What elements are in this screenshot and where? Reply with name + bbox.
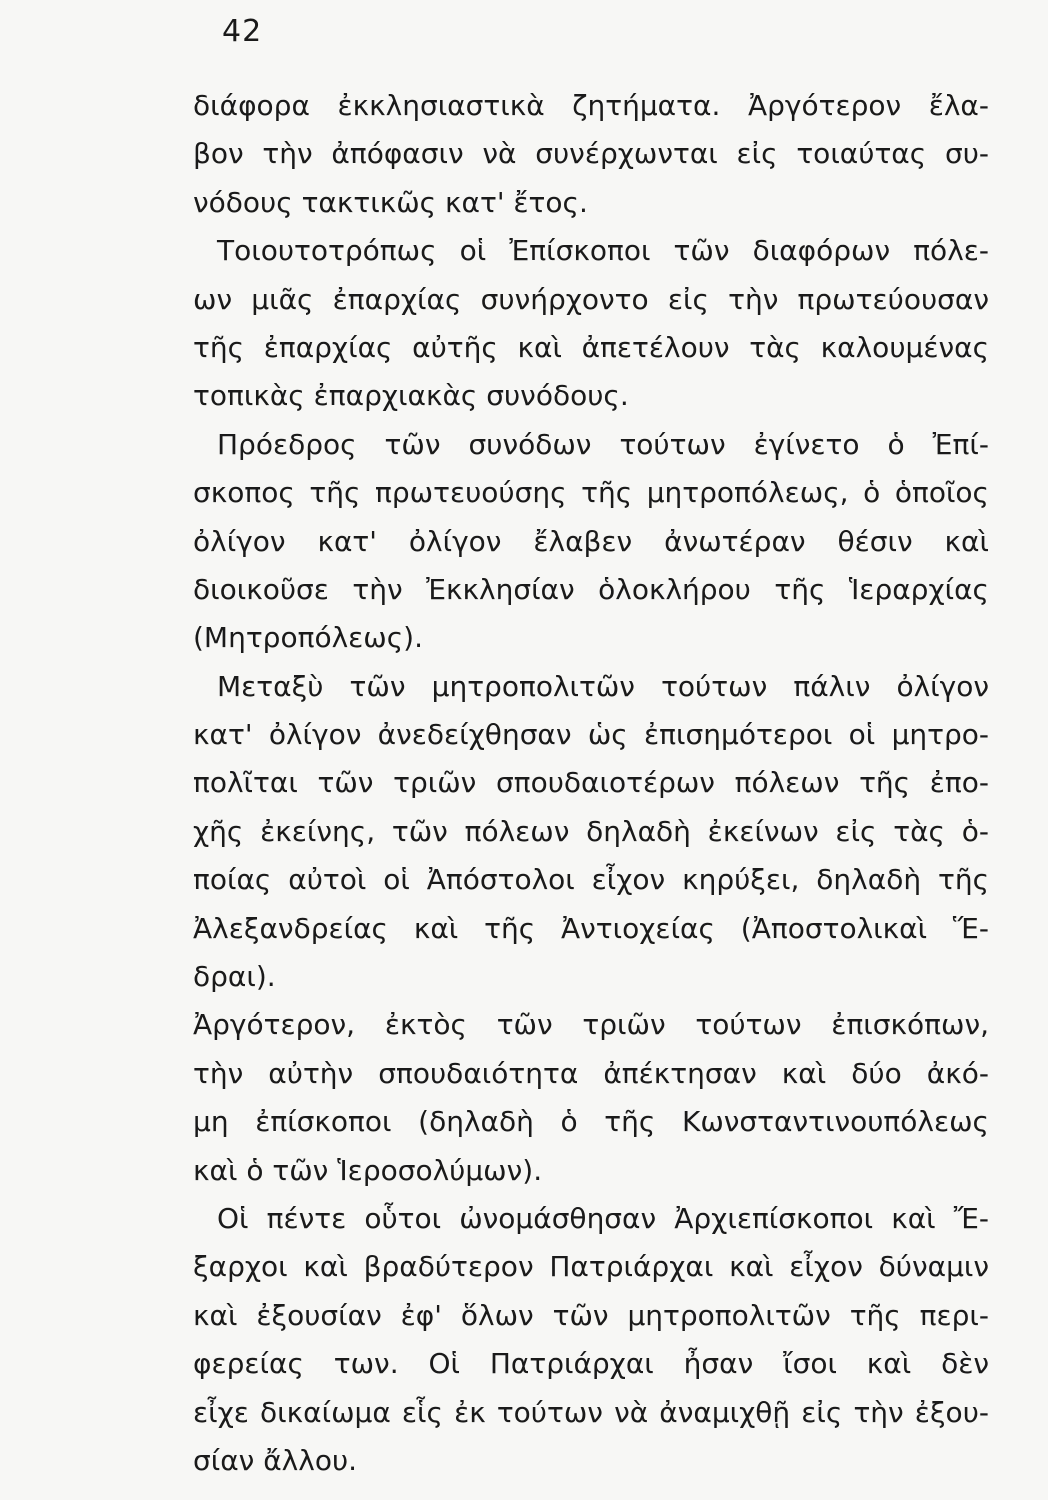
text-line: ων μιᾶς ἐπαρχίας συνήρχοντο εἰς τὴν πρωτεύουσαν [193,282,989,316]
text-line: (Μητροπόλεως). [193,621,423,655]
text-line: διάφορα ἐκκλησιαστικὰ ζητήματα. Ἀργότερον ἔλα- [193,89,989,122]
page-number: 42 [222,14,263,49]
text-line: νόδους τακτικῶς κατ' ἔτος. [193,185,588,219]
text-line: τοπικὰς ἐπαρχιακὰς συνόδους. [193,379,629,413]
text-line: κατ' ὀλίγον ἀνεδείχθησαν ὡς ἐπισημότεροι οἱ μητρο- [193,718,989,752]
text-line: πολῖται τῶν τριῶν σπουδαιοτέρων πόλεων τῆς ἐπο- [193,766,989,800]
text-line: ποίας αὐτοὶ οἱ Ἀπόστολοι εἶχον κηρύξει, δηλαδὴ τῆς [193,863,989,897]
page-body [193,82,989,1485]
text-line: καὶ ἐξουσίαν ἐφ' ὅλων τῶν μητροπολιτῶν τῆς περι- [193,1298,989,1332]
text-line: βον τὴν ἀπόφασιν νὰ συνέρχωνται εἰς τοιαύτας συ- [193,137,989,171]
text-line: Τοιουτοτρόπως οἱ Ἐπίσκοποι τῶν διαφόρων πόλε- [217,234,989,268]
text-line: Ἀργότερον, ἐκτὸς τῶν τριῶν τούτων ἐπισκόπων, [193,1008,989,1042]
text-line: τῆς ἐπαρχίας αὐτῆς καὶ ἀπετέλουν τὰς καλουμένας [193,330,989,364]
text-line: δραι). [193,960,276,994]
text-line: Ἀλεξανδρείας καὶ τῆς Ἀντιοχείας (Ἀποστολικαὶ Ἕ- [193,911,989,945]
text-line: εἶχε δικαίωμα εἷς ἐκ τούτων νὰ ἀναμιχθῇ εἰς τὴν ἐξου- [193,1395,989,1429]
text-line: χῆς ἐκείνης, τῶν πόλεων δηλαδὴ ἐκείνων εἰς τὰς ὁ- [193,814,989,848]
text-line: τὴν αὐτὴν σπουδαιότητα ἀπέκτησαν καὶ δύο ἀκό- [193,1056,989,1090]
text-line: ὀλίγον κατ' ὀλίγον ἔλαβεν ἀνωτέραν θέσιν καὶ [193,524,989,558]
text-line: Μεταξὺ τῶν μητροπολιτῶν τούτων πάλιν ὀλίγον [217,669,989,703]
text-line: φερείας των. Οἱ Πατριάρχαι ἦσαν ἴσοι καὶ δὲν [193,1347,989,1381]
text-line: σίαν ἄλλου. [193,1443,358,1477]
text-line: ξαρχοι καὶ βραδύτερον Πατριάρχαι καὶ εἶχον δύναμιν [193,1250,989,1284]
text-line: σκοπος τῆς πρωτευούσης τῆς μητροπόλεως, ὁ ὁποῖος [193,476,989,510]
text-line: Οἱ πέντε οὗτοι ὠνομάσθησαν Ἀρχιεπίσκοποι καὶ Ἔ- [217,1201,989,1235]
text-line: διοικοῦσε τὴν Ἐκκλησίαν ὁλοκλήρου τῆς Ἱεραρχίας [193,572,989,606]
text-line: καὶ ὁ τῶν Ἱεροσολύμων). [193,1153,543,1187]
text-line: μη ἐπίσκοποι (δηλαδὴ ὁ τῆς Κωνσταντινουπόλεως [193,1105,989,1139]
text-line: Πρόεδρος τῶν συνόδων τούτων ἐγίνετο ὁ Ἐπί- [217,427,989,461]
